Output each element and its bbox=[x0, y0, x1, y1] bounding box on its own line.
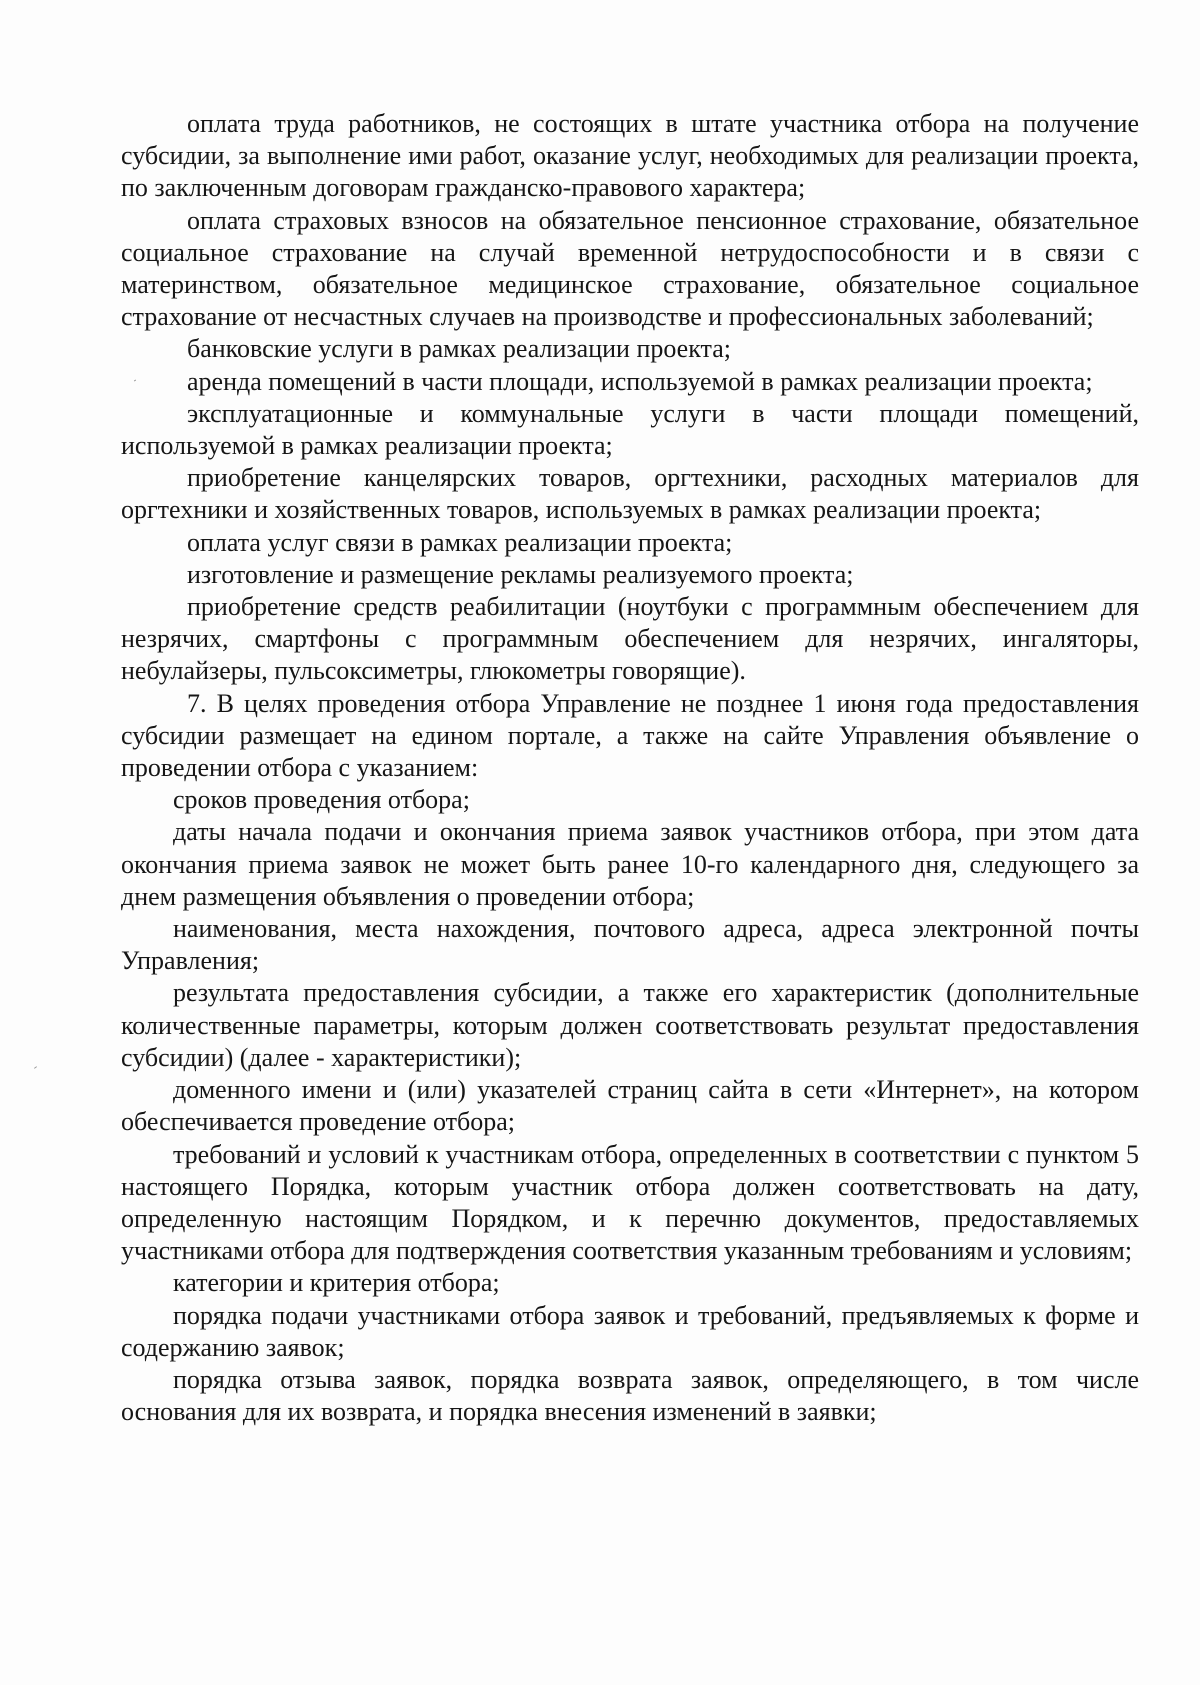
paragraph-application-withdrawal: порядка отзыва заявок, порядка возврата заявок, определяющего, в том числе основания для их возврата, и порядка внесения изменений в заявки; bbox=[121, 1364, 1139, 1427]
scan-speck bbox=[34, 1066, 37, 1069]
paragraph-insurance-contributions: оплата страховых взносов на обязательное пенсионное страхование, обязательное социальное страхование на случай временной нетрудоспособности и в связи с материнством, обязательное медицинское страхование, обязательное социальное страхование от несчастных случаев на производстве и профессиональных заболеваний; bbox=[121, 205, 1139, 332]
paragraph-selection-terms: сроков проведения отбора; bbox=[173, 785, 470, 815]
paragraph-utilities: эксплуатационные и коммунальные услуги в части площади помещений, используемой в рамках реализации проекта; bbox=[121, 398, 1139, 461]
document-body bbox=[121, 108, 1139, 1428]
paragraph-participant-requirements: требований и условий к участникам отбора, определенных в соответствии с пунктом 5 настоящего Порядка, которым участник отбора должен соответствовать на дату, определенную настоящим Порядком, и к перечню документов, предоставляемых участниками отбора для подтверждения соответствия указанным требованиям и условиям; bbox=[121, 1139, 1139, 1266]
paragraph-selection-criteria: категории и критерия отбора; bbox=[173, 1268, 500, 1298]
paragraph-rehabilitation-means: приобретение средств реабилитации (ноутбуки с программным обеспечением для незрячих, смартфоны с программным обеспечением для незрячих, ингаляторы, небулайзеры, пульсоксиметры, глюкометры говорящие). bbox=[121, 592, 1139, 686]
paragraph-application-procedure: порядка подачи участниками отбора заявок и требований, предъявляемых к форме и содержанию заявок; bbox=[121, 1300, 1139, 1362]
paragraph-section-7: 7. В целях проведения отбора Управление не позднее 1 июня года предоставления субсидии размещает на едином портале, а также на сайте Управления объявление о проведении отбора с указанием: bbox=[121, 688, 1139, 783]
paragraph-labor-payment: оплата труда работников, не состоящих в штате участника отбора на получение субсидии, за выполнение ими работ, оказание услуг, необходимых для реализации проекта, по заключенным договорам гражданско-правового характера; bbox=[121, 109, 1139, 203]
paragraph-communication-services: оплата услуг связи в рамках реализации проекта; bbox=[187, 527, 733, 557]
paragraph-subsidy-result: результата предоставления субсидии, а также его характеристик (дополнительные количественные параметры, которым должен соответствовать результат предоставления субсидии) (далее - характеристики); bbox=[121, 978, 1139, 1072]
paragraph-office-supplies: приобретение канцелярских товаров, оргтехники, расходных материалов для оргтехники и хозяйственных товаров, используемых в рамках реализации проекта; bbox=[121, 463, 1139, 525]
paragraph-application-dates: даты начала подачи и окончания приема заявок участников отбора, при этом дата окончания приема заявок не может быть ранее 10-го календарного дня, следующего за днем размещения объявления о проведении отбора; bbox=[121, 817, 1139, 911]
paragraph-banking-services: банковские услуги в рамках реализации проекта; bbox=[187, 334, 731, 364]
paragraph-advertising: изготовление и размещение рекламы реализуемого проекта; bbox=[187, 559, 854, 589]
paragraph-domain-name: доменного имени и (или) указателей страниц сайта в сети «Интернет», на котором обеспечивается проведение отбора; bbox=[121, 1075, 1139, 1137]
paragraph-premises-rent: аренда помещений в части площади, используемой в рамках реализации проекта; bbox=[187, 366, 1093, 396]
paragraph-administration-contacts: наименования, места нахождения, почтового адреса, адреса электронной почты Управления; bbox=[121, 914, 1139, 976]
